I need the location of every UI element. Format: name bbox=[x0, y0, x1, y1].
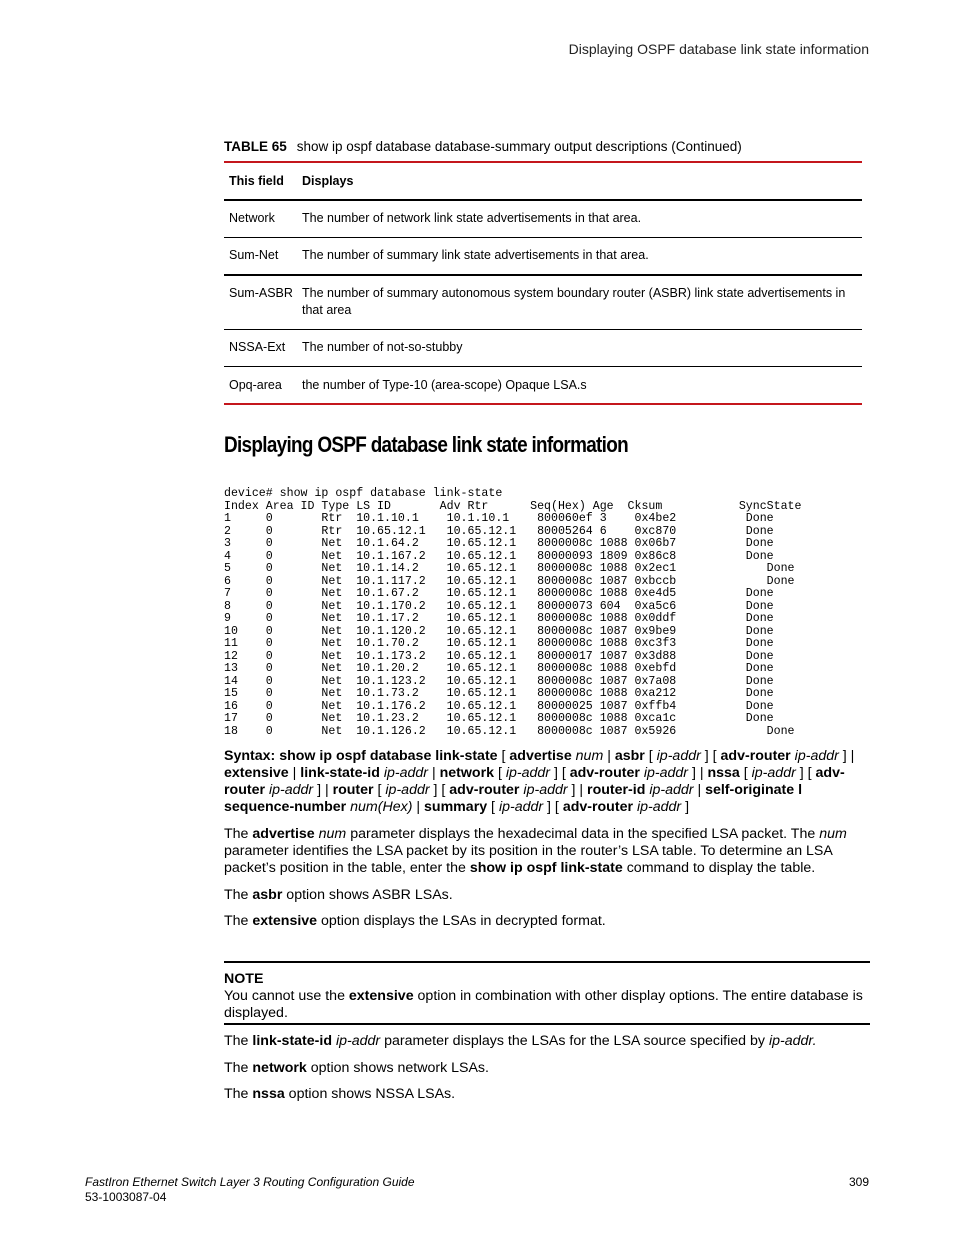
asbr-paragraph bbox=[224, 887, 870, 904]
text-run: | bbox=[603, 748, 615, 764]
text-run: advertise bbox=[252, 826, 315, 842]
text-run: asbr bbox=[614, 748, 645, 764]
text-run: | bbox=[693, 782, 706, 798]
cli-output-line: 4 0 Net 10.1.167.2 10.65.12.1 80000093 1809 0x86c8 Done bbox=[224, 549, 774, 563]
text-run: ip-addr. bbox=[768, 1033, 817, 1049]
text-run: extensive bbox=[252, 913, 318, 929]
advertise-paragraph bbox=[224, 826, 870, 877]
table-row-divider bbox=[224, 274, 862, 276]
text-run: ip-addr bbox=[794, 748, 839, 764]
text-run: ] [ bbox=[429, 782, 450, 798]
cli-output-line: 1 0 Rtr 10.1.10.1 10.1.10.1 800060ef 3 0x4be2 Done bbox=[224, 512, 774, 525]
cli-output-line: 7 0 Net 10.1.67.2 10.65.12.1 8000008c 1088 0xe4d5 Done bbox=[224, 587, 774, 600]
text-run: router-id bbox=[587, 782, 646, 798]
text-run: [ bbox=[494, 765, 506, 781]
text-run: ip-addr bbox=[751, 765, 796, 781]
text-run: num bbox=[318, 826, 347, 842]
cli-output-line: 14 0 Net 10.1.123.2 10.65.12.1 8000008c 1087 0x7a08 Done bbox=[224, 674, 774, 688]
cli-output-line: 3 0 Net 10.1.64.2 10.65.12.1 8000008c 1088 0x06b7 Done bbox=[224, 537, 774, 550]
footer-doc-title: FastIron Ethernet Switch Layer 3 Routing Configuration Guide bbox=[85, 1175, 415, 1189]
table-row-field: Network bbox=[229, 211, 275, 225]
table-row-desc: The number of network link state advertisements in that area. bbox=[302, 211, 642, 225]
running-header: Displaying OSPF database link state information bbox=[568, 41, 869, 57]
text-run: extensive bbox=[224, 765, 289, 781]
footer-left bbox=[85, 1175, 415, 1205]
text-run: | bbox=[288, 765, 301, 781]
table-row-field: Sum-Net bbox=[229, 248, 279, 262]
text-run: ] | bbox=[688, 765, 708, 781]
text-run: The bbox=[224, 1086, 253, 1102]
cli-output-line: 9 0 Net 10.1.17.2 10.65.12.1 8000008c 1088 0x0ddf Done bbox=[224, 612, 774, 625]
text-run: parameter displays the hexadecimal data in the specified LSA packet. The bbox=[346, 826, 820, 842]
text-run: The bbox=[224, 1060, 253, 1076]
table-row-desc: The number of not-so-stubby bbox=[302, 340, 463, 354]
text-run: ] | bbox=[567, 782, 588, 798]
text-run: num(Hex) bbox=[350, 799, 413, 815]
text-run: asbr bbox=[252, 887, 283, 903]
text-run: ip-addr bbox=[643, 765, 689, 781]
cli-output-block bbox=[224, 488, 801, 738]
text-run: num bbox=[819, 826, 847, 842]
table-row-field: NSSA-Ext bbox=[229, 340, 286, 354]
text-run: network bbox=[439, 765, 494, 781]
cli-command-line: device# show ip ospf database link-state bbox=[224, 487, 503, 500]
cli-output-line: 10 0 Net 10.1.120.2 10.65.12.1 8000008c 1087 0x9be9 Done bbox=[224, 624, 774, 638]
cli-output-line: 17 0 Net 10.1.23.2 10.65.12.1 8000008c 1088 0xca1c Done bbox=[224, 712, 774, 725]
text-run: adv-router bbox=[569, 765, 640, 781]
table-row-desc: the number of Type-10 (area-scope) Opaque LSA.s bbox=[302, 378, 587, 392]
text-run: ] [ bbox=[543, 799, 563, 815]
cli-output-line: 13 0 Net 10.1.20.2 10.65.12.1 8000008c 1088 0xebfd Done bbox=[224, 662, 774, 675]
text-run: | bbox=[428, 765, 440, 781]
text-run: link-state-id bbox=[252, 1033, 333, 1049]
text-run: ip-addr bbox=[523, 782, 568, 798]
text-run: ip-addr bbox=[385, 782, 430, 798]
text-run: ] [ bbox=[700, 748, 721, 764]
text-run: [ bbox=[644, 748, 657, 764]
nssa-paragraph bbox=[224, 1086, 870, 1103]
syntax-line bbox=[224, 748, 870, 816]
text-run: ip-addr bbox=[498, 799, 544, 815]
note-body bbox=[224, 988, 870, 1022]
cli-output-line: 12 0 Net 10.1.173.2 10.65.12.1 80000017 1087 0x3d88 Done bbox=[224, 649, 774, 663]
table-row-divider bbox=[224, 329, 862, 330]
note-bottom-rule bbox=[224, 1023, 870, 1025]
text-run: show ip ospf link-state bbox=[469, 860, 623, 876]
table-row-desc: The number of summary autonomous system boundary router (ASBR) link state advertisements in that area bbox=[302, 286, 846, 317]
text-run: You cannot use the bbox=[224, 988, 349, 1004]
note-label: NOTE bbox=[224, 971, 264, 987]
table-caption-text: show ip ospf database database-summary output descriptions (Continued) bbox=[296, 139, 742, 154]
column-header-field: This field bbox=[229, 174, 284, 188]
text-run: ] bbox=[681, 799, 690, 815]
text-run: [ bbox=[487, 799, 499, 815]
syntax-lead: Syntax: show ip ospf database link-state bbox=[224, 748, 498, 764]
text-run: ip-addr bbox=[636, 799, 682, 815]
section-heading: Displaying OSPF database link state information bbox=[224, 432, 628, 457]
text-run: network bbox=[252, 1060, 307, 1076]
text-run: option displays the LSAs in decrypted format. bbox=[317, 913, 606, 929]
text-run: parameter displays the LSAs for the LSA source specified by bbox=[380, 1033, 769, 1049]
text-run: The bbox=[224, 826, 253, 842]
cli-output-line: 6 0 Net 10.1.117.2 10.65.12.1 8000008c 1087 0xbccb Done bbox=[224, 574, 795, 588]
text-run: extensive bbox=[348, 988, 414, 1004]
text-run: router bbox=[332, 782, 374, 798]
text-run: The bbox=[224, 1033, 253, 1049]
text-run: ip-addr bbox=[268, 782, 314, 798]
table-row-field: Opq-area bbox=[229, 378, 282, 392]
text-run: [ bbox=[739, 765, 752, 781]
text-run: link-state-id bbox=[300, 765, 380, 781]
text-run: ] | bbox=[838, 748, 855, 764]
table-top-rule bbox=[224, 161, 862, 163]
text-run: The bbox=[224, 913, 253, 929]
text-run: num bbox=[575, 748, 604, 764]
text-run: ip-addr bbox=[505, 765, 550, 781]
cli-output-line: 15 0 Net 10.1.73.2 10.65.12.1 8000008c 1088 0xa212 Done bbox=[224, 687, 774, 700]
link-state-id-paragraph bbox=[224, 1033, 870, 1050]
text-run: summary bbox=[424, 799, 488, 815]
text-run: adv-router bbox=[224, 765, 845, 798]
table-row-divider bbox=[224, 366, 862, 367]
text-run: ip-addr bbox=[383, 765, 429, 781]
table-row-field: Sum-ASBR bbox=[229, 286, 293, 300]
cli-output-line: 16 0 Net 10.1.176.2 10.65.12.1 80000025 1087 0xffb4 Done bbox=[224, 699, 774, 713]
footer-doc-number: 53-1003087-04 bbox=[85, 1190, 167, 1204]
text-run: advertise bbox=[509, 748, 572, 764]
text-run: nssa bbox=[707, 765, 740, 781]
text-run: self-originate l sequence-number bbox=[224, 782, 803, 815]
table-caption bbox=[224, 139, 864, 154]
text-run: The bbox=[224, 887, 253, 903]
text-run: ip-addr bbox=[649, 782, 694, 798]
cli-header-line: Index Area ID Type LS ID Adv Rtr Seq(Hex) Age Cksum SyncState bbox=[224, 499, 802, 513]
table-label: TABLE 65 bbox=[224, 139, 287, 154]
table-row-desc: The number of summary link state advertisements in that area. bbox=[302, 248, 649, 262]
table-row-divider bbox=[224, 237, 862, 238]
cli-output-line: 18 0 Net 10.1.126.2 10.65.12.1 8000008c 1087 0x5926 Done bbox=[224, 724, 795, 738]
text-run: command to display the table. bbox=[622, 860, 816, 876]
table-header-rule bbox=[224, 199, 862, 201]
cli-output-line: 11 0 Net 10.1.70.2 10.65.12.1 8000008c 1088 0xc3f3 Done bbox=[224, 637, 774, 650]
text-run: [ bbox=[373, 782, 386, 798]
text-run: nssa bbox=[252, 1086, 285, 1102]
note-top-rule bbox=[224, 961, 870, 963]
text-run: [ bbox=[497, 748, 510, 764]
text-run: ] [ bbox=[550, 765, 570, 781]
text-run: option shows ASBR LSAs. bbox=[282, 887, 453, 903]
network-paragraph bbox=[224, 1060, 870, 1077]
page-number: 309 bbox=[848, 1175, 869, 1189]
cli-output-line: 5 0 Net 10.1.14.2 10.65.12.1 8000008c 1088 0x2ec1 Done bbox=[224, 562, 795, 575]
text-run: adv-router bbox=[449, 782, 520, 798]
table-bottom-rule bbox=[224, 403, 862, 405]
cli-output-line: 2 0 Rtr 10.65.12.1 10.65.12.1 80005264 6 0xc870 Done bbox=[224, 524, 774, 538]
text-run: adv-router bbox=[562, 799, 633, 815]
text-run: ] | bbox=[313, 782, 333, 798]
text-run: ] [ bbox=[795, 765, 816, 781]
extensive-paragraph bbox=[224, 913, 870, 930]
text-run: option shows network LSAs. bbox=[306, 1060, 489, 1076]
text-run: option shows NSSA LSAs. bbox=[284, 1086, 456, 1102]
text-run: ip-addr bbox=[335, 1033, 381, 1049]
column-header-displays: Displays bbox=[302, 174, 354, 188]
text-run: parameter identifies the LSA packet by its position in the router’s LSA table. To determine an LSA packet’s position in the table, enter the bbox=[224, 843, 833, 876]
text-run: ip-addr bbox=[656, 748, 701, 764]
text-run: | bbox=[412, 799, 425, 815]
text-run: option in combination with other display options. The entire database is displayed. bbox=[224, 988, 863, 1021]
text-run: adv-router bbox=[720, 748, 791, 764]
cli-output-line: 8 0 Net 10.1.170.2 10.65.12.1 80000073 604 0xa5c6 Done bbox=[224, 599, 774, 613]
